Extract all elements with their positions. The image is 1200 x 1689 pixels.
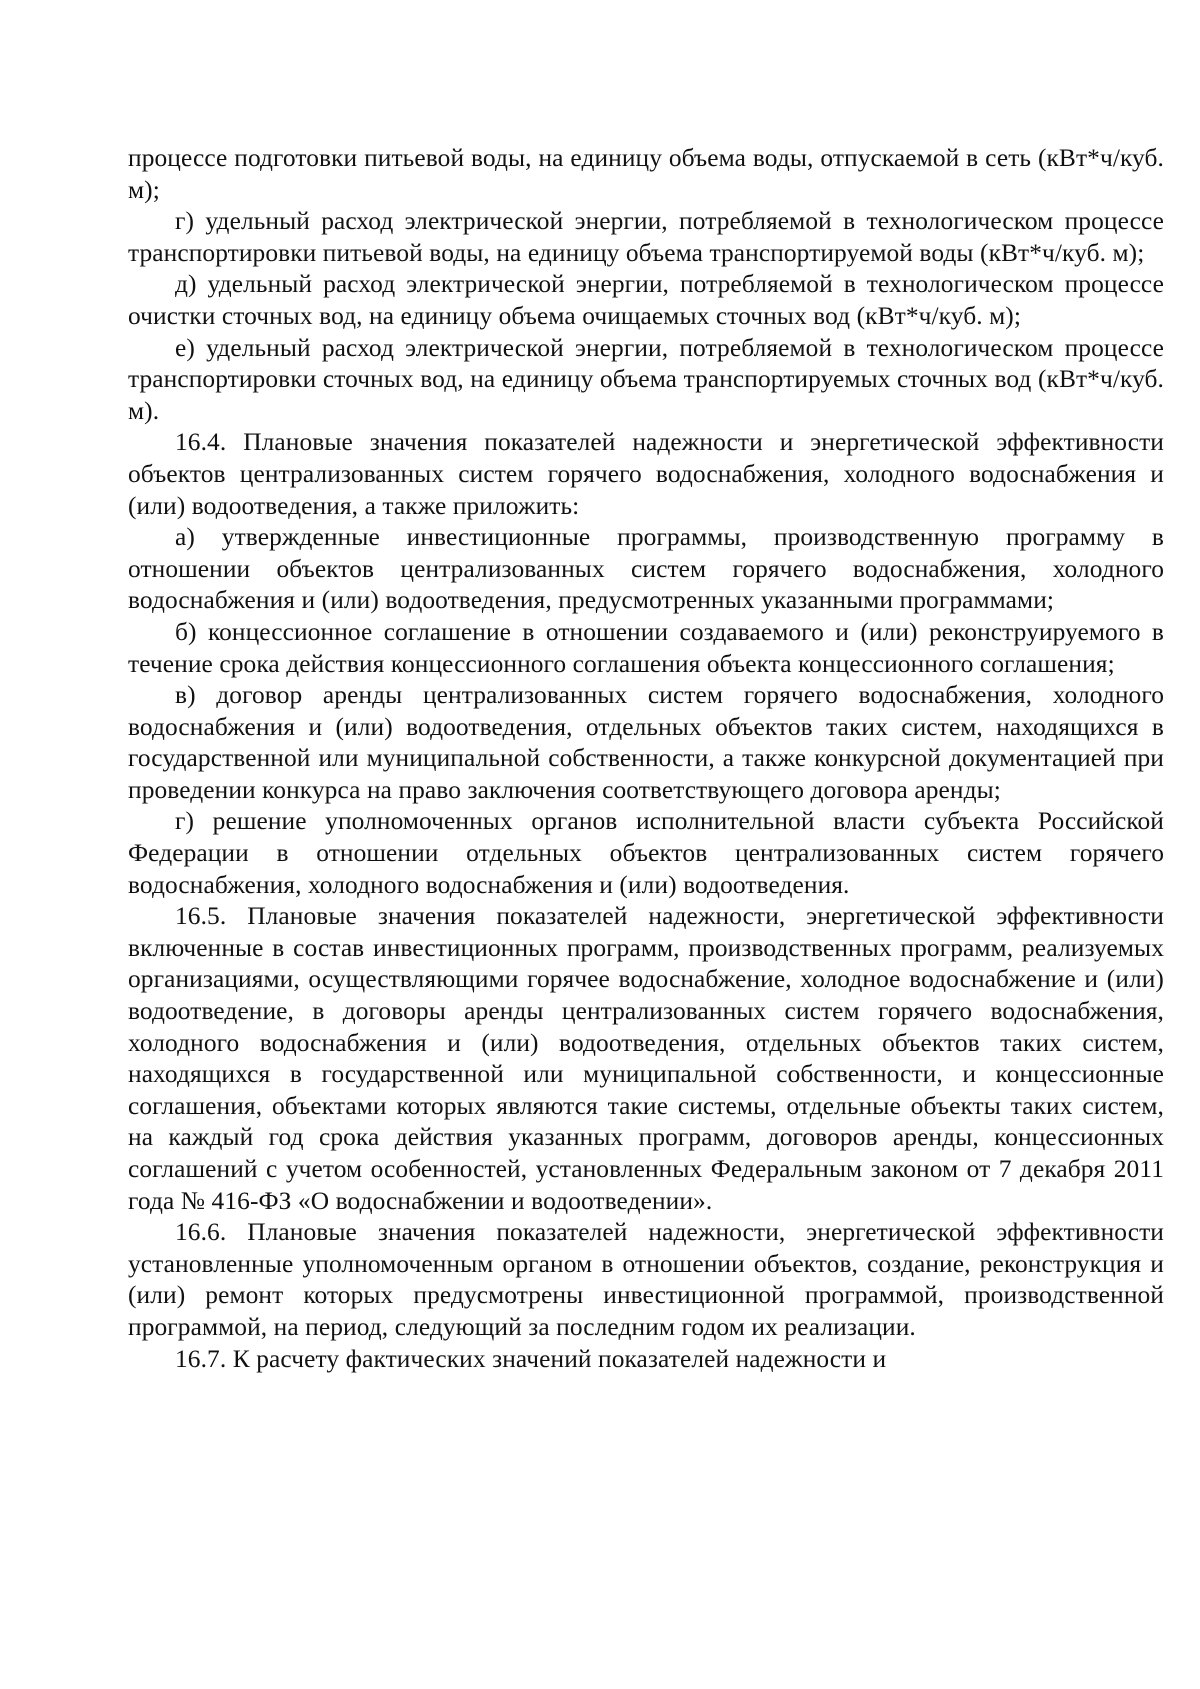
paragraph-item-v: в) договор аренды централизованных систем горячего водоснабжения, холодного водоснабжения и (или) водоотведения, отдельных объектов таких систем, находящихся в государственной или муниципальной собственности, а также конкурсной документацией при проведении конкурса на право заключения соответствующего договора аренды;	[128, 681, 1164, 804]
paragraph-continuation: процессе подготовки питьевой воды, на единицу объема воды, отпускаемой в сеть (кВт*ч/куб. м);	[128, 144, 1164, 204]
document-body	[128, 143, 1164, 1375]
paragraph-item-b: б) концессионное соглашение в отношении создаваемого и (или) реконструируемого в течение срока действия концессионного соглашения объекта концессионного соглашения;	[128, 617, 1164, 678]
paragraph-16-4: 16.4. Плановые значения показателей надежности и энергетической эффективности объектов централизованных систем горячего водоснабжения, холодного водоснабжения и (или) водоотведения, а также приложить:	[128, 428, 1164, 520]
paragraph-16-5: 16.5. Плановые значения показателей надежности, энергетической эффективности включенные в состав инвестиционных программ, производственных программ, реализуемых организациями, осуществляющими горячее водоснабжение, холодное водоснабжение и (или) водоотведение, в договоры аренды централизованных систем горячего водоснабжения, холодного водоснабжения и (или) водоотведения, отдельных объектов таких систем, находящихся в государственной или муниципальной собственности, и концессионные соглашения, объектами которых являются такие системы, отдельные объекты таких систем, на каждый год срока действия указанных программ, договоров аренды, концессионных соглашений с учетом особенностей, установленных Федеральным законом от 7 декабря 2011 года № 416-ФЗ «О водоснабжении и водоотведении».	[128, 902, 1164, 1215]
paragraph-item-e: е) удельный расход электрической энергии, потребляемой в технологическом процессе транспортировки сточных вод, на единицу объема транспортируемых сточных вод (кВт*ч/куб. м).	[128, 333, 1164, 425]
paragraph-item-d: д) удельный расход электрической энергии, потребляемой в технологическом процессе очистки сточных вод, на единицу объема очищаемых сточных вод (кВт*ч/куб. м);	[128, 270, 1164, 330]
paragraph-item-a: а) утвержденные инвестиционные программы, производственную программу в отношении объектов централизованных систем горячего водоснабжения, холодного водоснабжения и (или) водоотведения, предусмотренных указанными программами;	[128, 523, 1164, 615]
paragraph-item-g: г) удельный расход электрической энергии, потребляемой в технологическом процессе транспортировки питьевой воды, на единицу объема транспортируемой воды (кВт*ч/куб. м);	[128, 207, 1164, 267]
paragraph-16-7: 16.7. К расчету фактических значений показателей надежности и	[175, 1344, 887, 1373]
paragraph-16-6: 16.6. Плановые значения показателей надежности, энергетической эффективности установленные уполномоченным органом в отношении объектов, создание, реконструкция и (или) ремонт которых предусмотрены инвестиционной программой, производственной программой, на период, следующий за последним годом их реализации.	[128, 1218, 1164, 1341]
paragraph-item-g-2: г) решение уполномоченных органов исполнительной власти субъекта Российской Федерации в отношении отдельных объектов централизованных систем горячего водоснабжения, холодного водоснабжения и (или) водоотведения.	[128, 807, 1164, 899]
